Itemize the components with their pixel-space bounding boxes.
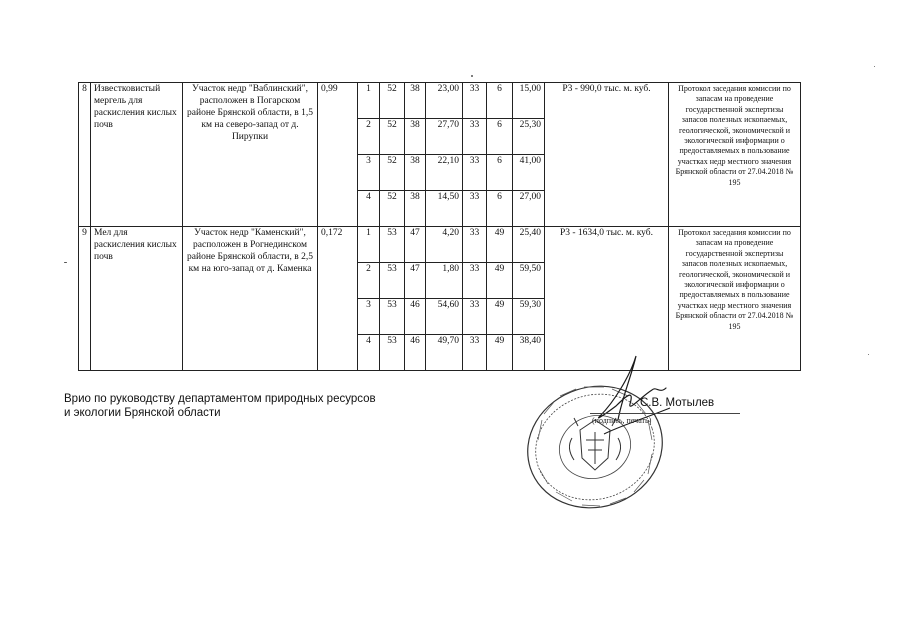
lat-degrees: 53 bbox=[380, 263, 405, 299]
point-number: 1 bbox=[358, 83, 380, 119]
signatory-position bbox=[64, 392, 376, 421]
lon-minutes: 6 bbox=[487, 83, 513, 119]
point-number: 2 bbox=[358, 119, 380, 155]
signer-name: С.В. Мотылев bbox=[640, 397, 715, 409]
table-row bbox=[79, 83, 801, 119]
lat-seconds: 14,50 bbox=[426, 191, 463, 227]
lat-minutes: 38 bbox=[405, 119, 426, 155]
scan-speck bbox=[64, 262, 67, 263]
lon-seconds: 41,00 bbox=[513, 155, 545, 191]
lon-degrees: 33 bbox=[463, 83, 487, 119]
lat-minutes: 47 bbox=[405, 263, 426, 299]
lon-minutes: 6 bbox=[487, 155, 513, 191]
lat-minutes: 47 bbox=[405, 227, 426, 263]
position-line-1: Врио по руководству департаментом природных ресурсов bbox=[64, 393, 376, 405]
lon-seconds: 38,40 bbox=[513, 335, 545, 371]
site-description: Участок недр "Каменский", расположен в Рогнединском районе Брянской области, в 2,5 км на юго-запад от д. Каменка bbox=[183, 227, 318, 371]
lon-degrees: 33 bbox=[463, 299, 487, 335]
site-area: 0,172 bbox=[318, 227, 358, 371]
lon-seconds: 25,40 bbox=[513, 227, 545, 263]
position-line-2: и экологии Брянской области bbox=[64, 407, 221, 420]
lat-degrees: 52 bbox=[380, 155, 405, 191]
lat-minutes: 38 bbox=[405, 155, 426, 191]
lat-degrees: 53 bbox=[380, 335, 405, 371]
lat-degrees: 52 bbox=[380, 191, 405, 227]
lat-seconds: 4,20 bbox=[426, 227, 463, 263]
lon-degrees: 33 bbox=[463, 335, 487, 371]
lon-seconds: 25,30 bbox=[513, 119, 545, 155]
lat-seconds: 22,10 bbox=[426, 155, 463, 191]
row-number: 8 bbox=[79, 83, 91, 227]
lon-seconds: 59,50 bbox=[513, 263, 545, 299]
lon-minutes: 6 bbox=[487, 191, 513, 227]
lat-minutes: 46 bbox=[405, 335, 426, 371]
lat-degrees: 53 bbox=[380, 227, 405, 263]
lon-minutes: 49 bbox=[487, 299, 513, 335]
approval-document: Протокол заседания комиссии по запасам на проведение государственной экспертизы запасов полезных ископаемых, геологической, экономической и экологической информации о предоставляемых в пользование участках недр местного значения Брянской области от 27.04.2018 № 195 bbox=[669, 227, 801, 371]
lon-minutes: 6 bbox=[487, 119, 513, 155]
scan-speck bbox=[874, 66, 875, 67]
lat-degrees: 52 bbox=[380, 83, 405, 119]
point-number: 1 bbox=[358, 227, 380, 263]
lon-seconds: 27,00 bbox=[513, 191, 545, 227]
point-number: 3 bbox=[358, 299, 380, 335]
table-body bbox=[79, 83, 801, 371]
lon-minutes: 49 bbox=[487, 335, 513, 371]
lat-seconds: 54,60 bbox=[426, 299, 463, 335]
lon-degrees: 33 bbox=[463, 155, 487, 191]
point-number: 4 bbox=[358, 191, 380, 227]
site-description: Участок недр "Ваблинский", расположен в Погарском районе Брянской области, в 1,5 км на северо-запад от д. Пирупки bbox=[183, 83, 318, 227]
lat-minutes: 46 bbox=[405, 299, 426, 335]
lon-degrees: 33 bbox=[463, 263, 487, 299]
row-number: 9 bbox=[79, 227, 91, 371]
signature-line bbox=[590, 413, 740, 414]
point-number: 2 bbox=[358, 263, 380, 299]
lat-minutes: 38 bbox=[405, 191, 426, 227]
table-row bbox=[79, 227, 801, 263]
point-number: 3 bbox=[358, 155, 380, 191]
resources-estimate: Р3 - 990,0 тыс. м. куб. bbox=[545, 83, 669, 227]
scan-speck bbox=[868, 354, 869, 355]
resources-estimate: Р3 - 1634,0 тыс. м. куб. bbox=[545, 227, 669, 371]
lon-degrees: 33 bbox=[463, 227, 487, 263]
lat-minutes: 38 bbox=[405, 83, 426, 119]
approval-document: Протокол заседания комиссии по запасам на проведение государственной экспертизы запасов полезных ископаемых, геологической, экономической и экологической информации о предоставляемых в пользование участках недр местного значения Брянской области от 27.04.2018 № 195 bbox=[669, 83, 801, 227]
point-number: 4 bbox=[358, 335, 380, 371]
lat-degrees: 52 bbox=[380, 119, 405, 155]
mineral-name: Известковистый мергель для раскисления кислых почв bbox=[91, 83, 183, 227]
scan-speck bbox=[471, 75, 473, 77]
lat-seconds: 49,70 bbox=[426, 335, 463, 371]
lon-minutes: 49 bbox=[487, 263, 513, 299]
lon-degrees: 33 bbox=[463, 191, 487, 227]
handwritten-signature bbox=[570, 350, 680, 440]
lon-seconds: 15,00 bbox=[513, 83, 545, 119]
mineral-name: Мел для раскисления кислых почв bbox=[91, 227, 183, 371]
lat-degrees: 53 bbox=[380, 299, 405, 335]
lon-seconds: 59,30 bbox=[513, 299, 545, 335]
deposits-table bbox=[78, 82, 801, 371]
lon-degrees: 33 bbox=[463, 119, 487, 155]
site-area: 0,99 bbox=[318, 83, 358, 227]
lat-seconds: 27,70 bbox=[426, 119, 463, 155]
lon-minutes: 49 bbox=[487, 227, 513, 263]
lat-seconds: 1,80 bbox=[426, 263, 463, 299]
signature-caption: (подпись, печать) bbox=[592, 416, 652, 425]
lat-seconds: 23,00 bbox=[426, 83, 463, 119]
